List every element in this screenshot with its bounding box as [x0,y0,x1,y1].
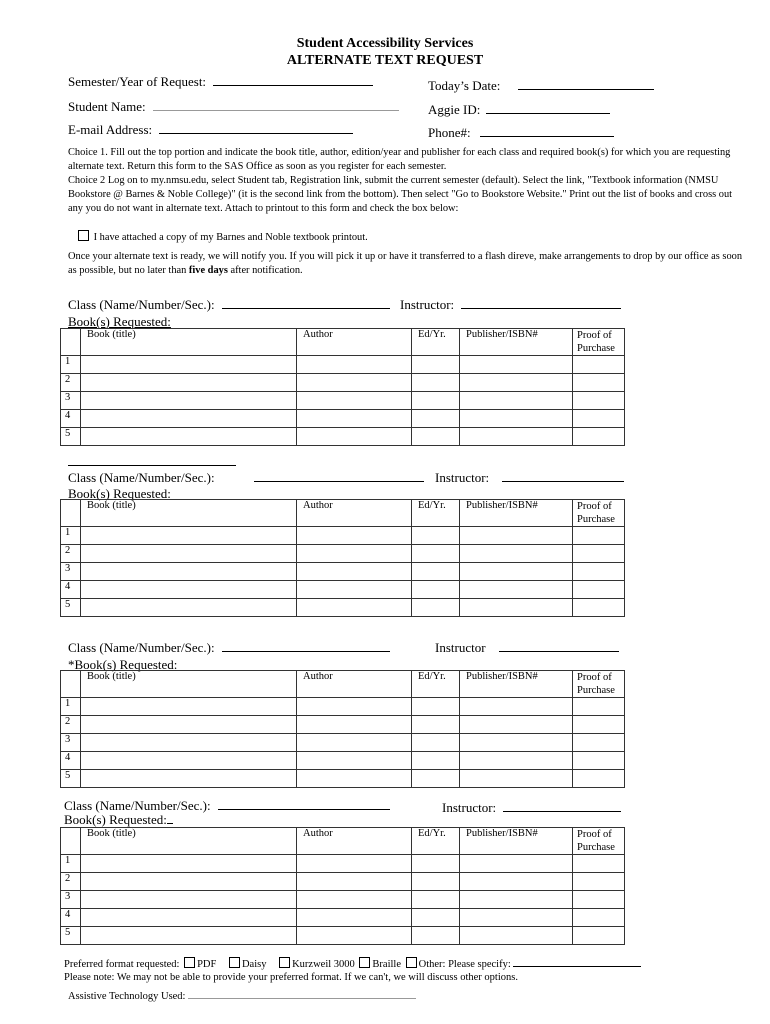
notification-text: Once your alternate text is ready, we will notify you. If you will pick it up or have it transferred to a flash direve, make arrangements to drop by our office as soon as possible, but no later than five days after notification. [68,251,743,276]
instructor-label-1: Instructor: [400,297,455,312]
instructor-line-2 [502,481,624,482]
instructor-line-1 [461,308,621,309]
header-ed: Ed/Yr. [412,828,460,855]
instructor-label-2: Instructor: [435,470,490,485]
separator-line [68,465,236,466]
todays-date-field[interactable] [428,78,654,94]
books-requested-label-1: Book(s) Requested: [68,314,171,329]
semester-line [213,85,373,86]
class-line-2 [254,481,424,482]
aggie-id-field[interactable] [428,102,610,118]
instructor-field-3[interactable] [435,640,619,656]
books-table-3 [60,670,625,788]
header-author: Author [297,671,412,698]
table-row[interactable]: 3 [61,392,625,410]
instructor-field-2[interactable] [435,470,624,486]
attachment-checkbox-label: I have attached a copy of my Barnes and Noble textbook printout. [93,232,368,243]
aggie-id-line [486,113,610,114]
header-title: Book (title) [81,671,297,698]
class-label-4: Class (Name/Number/Sec.): [64,798,211,813]
format-note: Please note: We may not be able to provide your preferred format. If we can't, we will discuss other options. [64,972,518,983]
header-title: Book (title) [81,500,297,527]
instructor-line-3 [499,651,619,652]
header-author: Author [297,500,412,527]
table-row[interactable]: 3 [61,563,625,581]
preferred-format-row [64,957,641,970]
pdf-label: PDF [197,959,217,970]
table-row[interactable]: 3 [61,734,625,752]
semester-label: Semester/Year of Request: [68,74,207,89]
instructor-line-4 [503,811,621,812]
kurzweil-checkbox[interactable] [279,957,290,968]
table-row[interactable]: 2 [61,545,625,563]
email-field[interactable] [68,122,353,138]
pdf-checkbox[interactable] [184,957,195,968]
assistive-tech-label: Assistive Technology Used: [68,991,186,1002]
class-label-2: Class (Name/Number/Sec.): [68,470,215,485]
header-ed: Ed/Yr. [412,500,460,527]
choice2-text: Choice 2 Log on to my.nmsu.edu, select Student tab, Registration link, submit the current semester (default). Select the link, "Textbook information (NMSU Bookstore @ Barnes & Noble College)" (it is the second link from the bottom). Then select "Go to Bookstore Website." Print out the list of books and cross out any you do not want in alternate text. Attach to printout to this form and check the box below: [68,175,733,214]
daisy-checkbox[interactable] [229,957,240,968]
header-ed: Ed/Yr. [412,671,460,698]
preferred-format-label: Preferred format requested: [64,959,180,970]
semester-field[interactable] [68,74,373,90]
choice1-text: Choice 1. Fill out the top portion and indicate the book title, author, edition/year and publisher for each class and required book(s) for which you are requesting alternate text. Return this form to the SAS Office as soon as you register for each semester. [68,147,731,172]
class-label-1: Class (Name/Number/Sec.): [68,297,215,312]
braille-checkbox[interactable] [359,957,370,968]
table-row[interactable]: 5 [61,927,625,945]
daisy-label: Daisy [241,959,267,970]
books-table-4 [60,827,625,945]
class-line-3 [222,651,390,652]
class-line-4 [218,809,390,810]
table-row[interactable]: 4 [61,581,625,599]
student-name-field[interactable] [68,99,399,115]
table-row[interactable]: 1 [61,356,625,374]
other-checkbox[interactable] [406,957,417,968]
other-specify-line[interactable] [513,966,641,967]
header-pub: Publisher/ISBN# [460,671,573,698]
table-row[interactable]: 2 [61,873,625,891]
header-title: Book (title) [81,329,297,356]
email-line [159,133,353,134]
kurzweil-label: Kurzweil 3000 [292,959,355,970]
other-label: Other: Please specify: [418,959,511,970]
header-ed: Ed/Yr. [412,329,460,356]
header-pub: Publisher/ISBN# [460,329,573,356]
instructor-field-4[interactable] [442,800,621,816]
header-proof: Proof of Purchase [573,828,625,855]
books-table-1 [60,328,625,446]
student-name-line [153,110,399,111]
table-row[interactable]: 3 [61,891,625,909]
assistive-tech-line [188,998,416,999]
header-proof: Proof of Purchase [573,500,625,527]
table-row[interactable]: 4 [61,410,625,428]
todays-date-label: Today’s Date: [428,78,501,93]
table-row[interactable]: 4 [61,752,625,770]
phone-field[interactable] [428,125,614,141]
table-row[interactable]: 2 [61,716,625,734]
instructor-label-4: Instructor: [442,800,497,815]
header-pub: Publisher/ISBN# [460,828,573,855]
form-title: Student Accessibility Services [296,36,474,51]
instructor-label-3: Instructor [435,640,486,655]
phone-line [480,136,614,137]
header-author: Author [297,828,412,855]
class-field-2[interactable] [68,470,424,486]
student-name-label: Student Name: [68,99,146,114]
phone-label: Phone#: [428,125,471,140]
class-line-1 [222,308,390,309]
attachment-checkbox[interactable] [78,230,89,241]
class-field-3[interactable] [68,640,390,656]
table-row[interactable]: 1 [61,527,625,545]
instructor-field-1[interactable] [400,297,621,313]
books-table-2 [60,499,625,617]
table-row[interactable]: 1 [61,855,625,873]
braille-label: Braille [372,959,401,970]
class-label-3: Class (Name/Number/Sec.): [68,640,215,655]
header-proof: Proof of Purchase [573,671,625,698]
table-row[interactable]: 2 [61,374,625,392]
table-row[interactable]: 5 [61,599,625,617]
email-label: E-mail Address: [68,122,153,137]
table-row[interactable]: 5 [61,770,625,788]
assistive-tech-field[interactable] [68,991,416,1002]
header-author: Author [297,329,412,356]
books-requested-label-2: Book(s) Requested: [68,486,171,501]
aggie-id-label: Aggie ID: [428,102,481,117]
books-requested-label-4: Book(s) Requested: [64,812,173,828]
todays-date-line [518,89,654,90]
header-pub: Publisher/ISBN# [460,500,573,527]
attachment-checkbox-row[interactable] [78,230,368,243]
header-num [61,329,81,356]
table-row[interactable]: 4 [61,909,625,927]
books-requested-label-3: *Book(s) Requested: [68,657,178,672]
class-field-1[interactable] [68,297,390,313]
form-subtitle: ALTERNATE TEXT REQUEST [286,53,484,68]
table-row[interactable]: 1 [61,698,625,716]
table-row[interactable]: 5 [61,428,625,446]
header-title: Book (title) [81,828,297,855]
header-proof: Proof of Purchase [573,329,625,356]
